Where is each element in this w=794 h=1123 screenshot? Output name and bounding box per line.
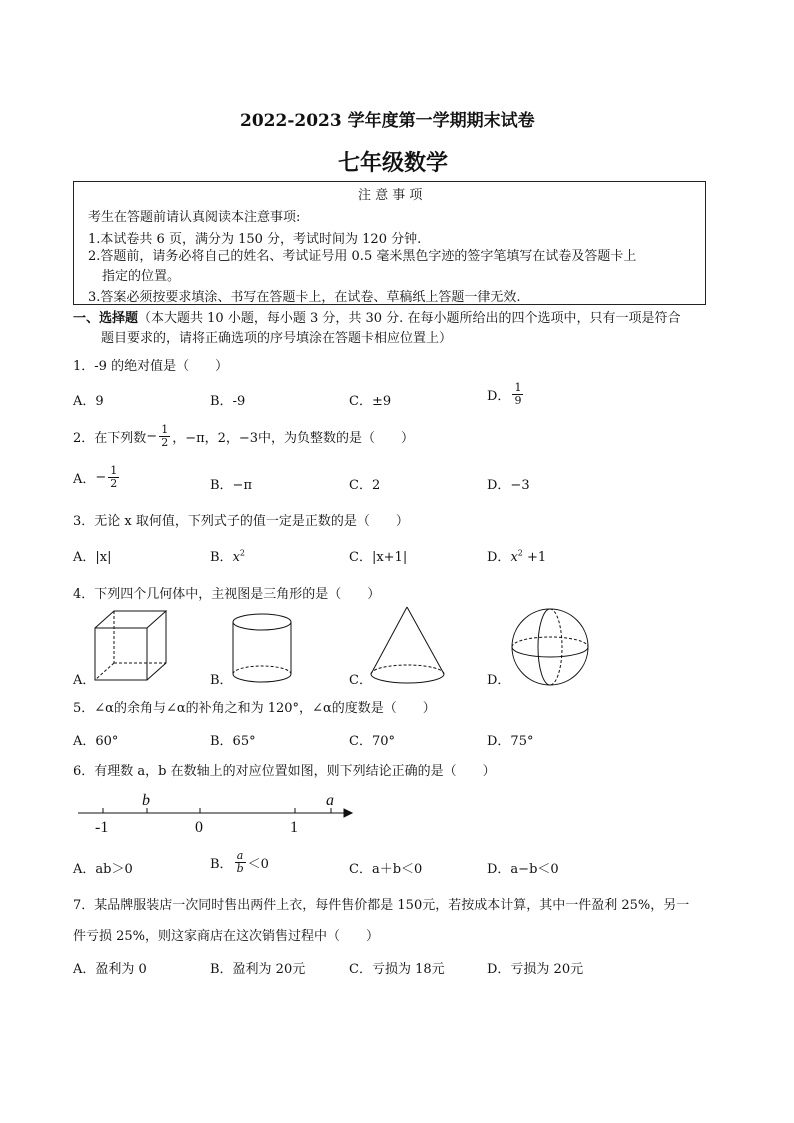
label-minus-1: -1: [95, 819, 109, 836]
q5-option-d: D．75°: [487, 734, 534, 749]
q3-d-post: +1: [522, 550, 547, 565]
notice-heading: 注 意 事 项: [358, 188, 423, 203]
q6-b-den: b: [236, 862, 244, 875]
q2-option-b: B．−π: [210, 478, 252, 493]
notice-item-2a: 2.答题前，请务必将自己的姓名、考试证号用 0.5 毫米黑色字迹的签字笔填写在试卷及答题卡上: [88, 249, 637, 264]
q2-option-c: C．2: [349, 478, 381, 493]
q6-option-c: C．a＋b＜0: [349, 862, 423, 877]
sphere-figure: [508, 605, 592, 689]
q6-b-num: a: [235, 850, 246, 863]
arrow-icon: [344, 809, 352, 817]
q6-b-label: B．: [210, 857, 233, 872]
q6-b-post: ＜0: [247, 857, 269, 872]
notice-item-3: 3.答案必须按要求填涂、书写在答题卡上，在试卷、草稿纸上答题一律无效.: [88, 290, 521, 305]
q4-option-b: B．: [210, 673, 233, 688]
cube-figure: [92, 608, 172, 684]
label-1: 1: [290, 819, 298, 836]
q6-option-a: A．ab＞0: [73, 862, 133, 877]
q2-stem-pre: 2．在下列数: [73, 431, 147, 446]
exam-subject: 七年级数学: [338, 150, 449, 176]
label-b: b: [142, 792, 150, 809]
q5-option-b: B．65°: [210, 734, 256, 749]
q3-b-sup: 2: [239, 548, 245, 558]
q7-option-b: B．盈利为 20元: [210, 962, 306, 977]
number-line-figure: [76, 786, 360, 838]
q3-option-c: C．|x+1|: [349, 550, 408, 565]
q2-stem: [73, 424, 414, 449]
q2-a-num: 1: [110, 464, 118, 477]
notice-item-1: 1.本试卷共 6 页，满分为 150 分，考试时间为 120 分钟.: [88, 232, 422, 247]
q1-d-label: D．: [487, 389, 511, 404]
q7-option-d: D．亏损为 20元: [487, 962, 584, 977]
cylinder-figure: [230, 612, 294, 686]
q3-option-b: [210, 546, 245, 565]
q3-stem: 3．无论 x 取何值，下列式子的值一定是正数的是（ ）: [73, 514, 409, 529]
section-heading: [73, 307, 680, 326]
q6-option-b: [210, 850, 269, 875]
label-a: a: [326, 792, 334, 809]
q2-option-a: [73, 465, 121, 490]
q3-b-expr: x: [232, 550, 240, 565]
q7-stem-line-1: 7．某品牌服装店一次同时售出两件上衣，每件售价都是 150元，若按成本计算，其中一件盈利 25%，另一: [73, 898, 690, 913]
q6-b-fraction: [235, 850, 246, 875]
q1-d-num: 1: [514, 381, 522, 394]
section-desc-1: （本大题共 10 小题，每小题 3 分，共 30 分. 在每小题所给出的四个选项中，只有一项是符合: [138, 311, 681, 326]
q1-option-b: B．-9: [210, 394, 246, 409]
q2-stem-fraction: [159, 424, 170, 449]
q1-option-d: [487, 382, 525, 407]
q5-stem: 5．∠α的余角与∠α的补角之和为 120°，∠α的度数是（ ）: [73, 701, 436, 716]
q3-option-d: [487, 546, 546, 565]
notice-item-2b: 指定的位置。: [102, 269, 181, 284]
q7-option-c: C．亏损为 18元: [349, 962, 445, 977]
q6-option-d: D．a−b＜0: [487, 862, 559, 877]
q6-stem: 6．有理数 a，b 在数轴上的对应位置如图，则下列结论正确的是（ ）: [73, 764, 496, 779]
q1-stem: 1．-9 的绝对值是（ ）: [73, 359, 229, 374]
q2-a-fraction: [108, 465, 119, 490]
q4-stem: 4．下列四个几何体中，主视图是三角形的是（ ）: [73, 587, 381, 602]
q1-d-fraction: [512, 382, 523, 407]
q3-d-label: D．: [487, 550, 511, 565]
q3-b-label: B．: [210, 550, 233, 565]
q2-a-den: 2: [110, 477, 118, 490]
q2-stem-post: ，−π，2，−3中，为负整数的是（ ）: [172, 431, 415, 446]
q1-option-c: C．±9: [349, 394, 392, 409]
q2-stem-sign: −: [146, 429, 158, 444]
q4-option-c: C．: [349, 673, 372, 688]
q3-d-sup: 2: [517, 548, 523, 558]
section-label: 一、: [73, 311, 100, 326]
q4-option-a: A．: [73, 673, 96, 688]
q1-d-den: 9: [514, 394, 522, 407]
section-desc-2: 题目要求的，请将正确选项的序号填涂在答题卡相应位置上）: [101, 331, 453, 346]
q7-stem-line-2: 件亏损 25%，则这家商店在这次销售过程中（ ）: [73, 929, 380, 944]
q2-a-sign: −: [95, 470, 107, 485]
q4-option-d: D．: [487, 673, 511, 688]
q5-option-c: C．70°: [349, 734, 395, 749]
q2-stem-den: 2: [161, 436, 169, 449]
q3-d-expr: x: [510, 550, 518, 565]
q2-stem-num: 1: [161, 423, 169, 436]
exam-title: 2022-2023 学年度第一学期期末试卷: [240, 111, 535, 131]
section-name: 选择题: [99, 311, 139, 326]
q3-option-a: A．|x|: [73, 550, 112, 565]
q2-option-d: D．−3: [487, 478, 530, 493]
q5-option-a: A．60°: [73, 734, 119, 749]
notice-box: [73, 181, 706, 305]
label-0: 0: [195, 819, 203, 836]
q1-option-a: A．9: [73, 394, 104, 409]
cone-figure: [368, 604, 448, 688]
q2-a-label: A．: [73, 472, 96, 487]
notice-intro: 考生在答题前请认真阅读本注意事项:: [88, 210, 301, 225]
q7-option-a: A．盈利为 0: [73, 962, 147, 977]
